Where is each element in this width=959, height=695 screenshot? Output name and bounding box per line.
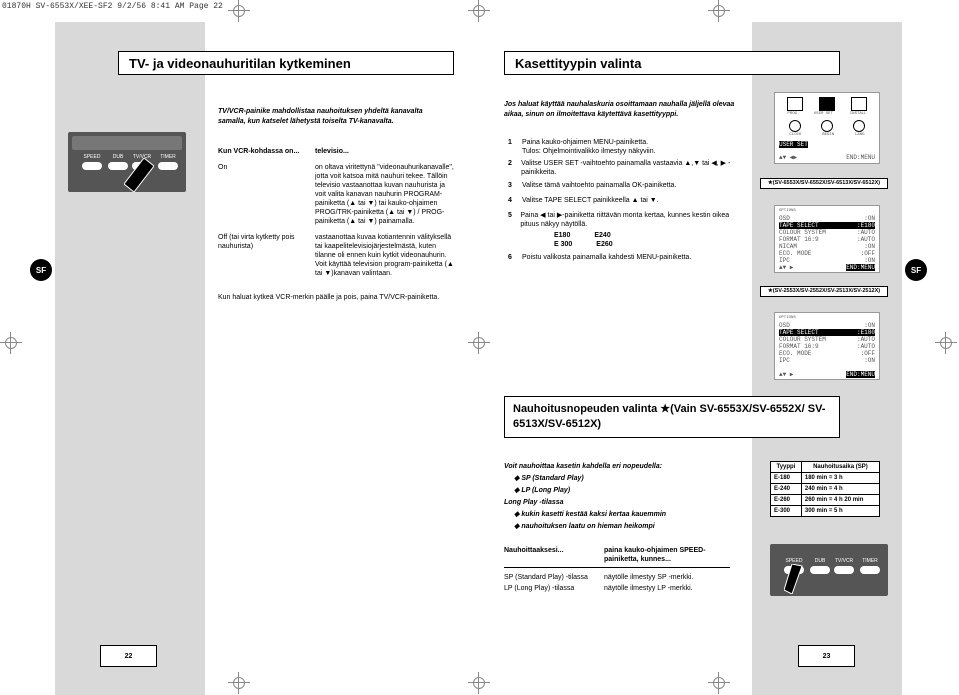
step-number: 4 (508, 197, 512, 204)
registration-mark-icon (468, 0, 490, 22)
col-header-vcr: Kun VCR-kohdassa on... (218, 148, 300, 155)
osd-value: :AUTO (856, 229, 875, 236)
prog-icon (787, 97, 803, 111)
lp-item: kukin kasetti kestää kaksi kertaa kauemmin (521, 511, 667, 518)
col-header-tv: televisio... (315, 148, 349, 155)
remote-label: DUB (112, 154, 124, 160)
tape-option: E180 (554, 232, 571, 239)
osd-label: IPC (779, 257, 790, 264)
registration-mark-icon (708, 0, 730, 22)
right-page-title: Kasettityypin valinta (504, 51, 840, 75)
nav-arrows-icon: ▲▼ ▶ (779, 264, 794, 271)
section2-title (504, 396, 840, 438)
registration-mark-icon (708, 672, 730, 694)
sp-label: SP (Standard Play) -tilassa (504, 574, 588, 581)
clock-icon (789, 120, 801, 132)
bullet-icon: ◆ (514, 487, 522, 494)
lp-label: LP (Long Play) -tilassa (504, 585, 575, 592)
remote-label: SPEED (83, 154, 101, 160)
menu-status: USER SET (779, 141, 808, 148)
install-icon (851, 97, 867, 111)
menu-icon-label: INSTALL (849, 112, 867, 116)
osd-label: TAPE SELECT (779, 329, 819, 336)
bullet-icon: ◆ (514, 523, 522, 530)
step-result: Tulos: Ohjelmointivalikko ilmestyy näkyviin. (522, 148, 656, 155)
print-header: 01870H SV-6553X/XEE-SF2 9/2/56 8:41 AM Page 22 (2, 2, 223, 11)
menu-icon-label: USER SET (813, 112, 833, 116)
remote-button (810, 566, 830, 574)
options-screen-1 (774, 205, 880, 273)
remote-label: TIMER (160, 154, 176, 160)
row-on-label: On (218, 164, 228, 171)
step-number: 3 (508, 182, 512, 189)
registration-mark-icon (0, 332, 22, 354)
table-row: E-240 240 min = 4 h (771, 484, 880, 495)
lp-result: näytölle ilmestyy LP -merkki. (604, 585, 693, 592)
speed-intro: Voit nauhoittaa kasetin kahdella eri nopeudella: (504, 463, 663, 470)
osd-value: :AUTO (856, 336, 875, 343)
step-number: 5 (508, 212, 512, 219)
osd-value: :ON (864, 215, 875, 222)
table-row: E-300 300 min = 5 h (771, 506, 880, 517)
registration-mark-icon (228, 672, 250, 694)
remote-control-illustration (770, 544, 888, 596)
table-row: E-260 260 min = 4 h 20 min (771, 495, 880, 506)
options-screen-2 (774, 312, 880, 380)
registration-mark-icon (935, 332, 957, 354)
osd-value: :E180 (856, 222, 875, 229)
osd-label: FORMAT 16:9 (779, 343, 819, 350)
osd-value: :OFF (860, 250, 875, 257)
remote-label: TIMER (862, 558, 878, 564)
registration-mark-icon (468, 672, 490, 694)
menu-screen (774, 92, 880, 164)
step-number: 1 (508, 139, 512, 146)
osd-value: :E180 (856, 329, 875, 336)
page-number: 22 (100, 645, 157, 667)
tape-option: E240 (594, 232, 611, 239)
sp-result: näytölle ilmestyy SP -merkki. (604, 574, 694, 581)
remote-button (860, 566, 880, 574)
step-number: 6 (508, 254, 512, 261)
tape-options (554, 231, 740, 249)
speed-item: LP (Long Play) (521, 487, 571, 494)
osd-value: :ON (864, 357, 875, 364)
step-text: Valitse USER SET -vaihtoehto painamalla vastaavia ▲,▼ tai ◀, ▶ -painikkeita. (521, 160, 731, 176)
osd-value: :ON (864, 257, 875, 264)
remote-button (158, 162, 178, 170)
step-text: Valitse tämä vaihtoehto painamalla OK-painiketta. (522, 182, 677, 189)
osd-end: END:MENU (846, 371, 875, 378)
row-off-text: vastaanottaa kuvaa kotiantennin välityksellä tai kaapelitelevisiojärjestelmästä, kuten tilanne oli ennen kuin kytkit videonauhurin. Voit käyttää television program-painiketta (▲ tai ▼)kanavan valintaan. (315, 234, 454, 277)
pointer-arrow-icon (784, 564, 810, 594)
osd-value: :AUTO (856, 236, 875, 243)
menu-icon-label: BEGIN (822, 133, 835, 137)
left-intro: TV/VCR-painike mahdollistaa nauhoituksen yhdeltä kanavalta samalla, kun katselet lähetystä toiselta TV-kanavalta. (218, 108, 423, 125)
remote-label: TV/VCR (132, 154, 152, 160)
osd-label: ECO. MODE (779, 350, 812, 357)
step-text: Poistu valikosta painamalla kahdesti MENU-painiketta. (522, 254, 692, 261)
osd-label: ECO. MODE (779, 250, 812, 257)
bullet-icon: ◆ (514, 475, 522, 482)
language-badge: SF (905, 259, 927, 281)
row-on-text: on oltava viritettynä "videonauhurikanavalle", jotta voit katsoa mitä nauhuri tekee. Tällöin televisio vastaanottaa kuvan nauhurista ja voit valita kanavan nauhurin PROGRAM-painiketta (▲ tai ▼) tai kauko-ohjaimen PROG/TRK-painiketta (▲ tai ▼) / PROG-painiketta (▲ tai ▼) painamalla. (315, 164, 454, 225)
menu-end: END:MENU (846, 154, 875, 161)
begin-icon (821, 120, 833, 132)
tape-option: E260 (596, 241, 613, 248)
osd-value: :ON (864, 243, 875, 250)
speed-info (504, 461, 734, 533)
user-set-icon (819, 97, 835, 111)
remote-label: DUB (814, 558, 826, 564)
osd-value: :AUTO (856, 343, 875, 350)
right-intro: Jos haluat käyttää nauhalaskuria osoittamaan nauhalla jäljellä olevaa aikaa, sinun on ilmoitettava käytettävä kasettityyppi. (504, 101, 735, 118)
menu-icon-label: PROG (787, 112, 797, 116)
lang-icon (853, 120, 865, 132)
nav-arrows-icon: ▲▼ ◀▶ (779, 154, 798, 161)
osd-label: OSD (779, 215, 790, 222)
table-header: Tyyppi (771, 462, 802, 473)
remote-control-illustration (68, 132, 186, 192)
step-text: Paina kauko-ohjaimen MENU-painiketta. (522, 139, 649, 146)
language-badge: SF (30, 259, 52, 281)
osd-label: FORMAT 16:9 (779, 236, 819, 243)
remote-button (82, 162, 102, 170)
step-text: Paina ◀ tai ▶-painiketta riittävän monta kertaa, kunnes kestin oikea pituus näkyy näytöllä. (520, 212, 730, 228)
model-bar-1: ★(SV-6553X/SV-6552X/SV-6513X/SV-6512X) (760, 178, 888, 189)
osd-end: END:MENU (846, 264, 875, 271)
table-header: Nauhoitusaika (SP) (801, 462, 879, 473)
page-number: 23 (798, 645, 855, 667)
step-text: Valitse TAPE SELECT painikkeella ▲ tai ▼. (522, 197, 659, 204)
osd-title: OPTIONS (779, 316, 796, 320)
registration-mark-icon (468, 332, 490, 354)
left-footer-note: Kun haluat kytkeä VCR-merkin päälle ja pois, paina TV/VCR-painiketta. (218, 294, 440, 301)
record-separator (504, 567, 730, 568)
osd-label: COLOUR SYSTEM (779, 336, 826, 343)
menu-icon-label: CLOCK (789, 133, 802, 137)
step-number: 2 (508, 160, 512, 167)
osd-value: :ON (864, 322, 875, 329)
tape-option: E 300 (554, 241, 573, 248)
record-action: paina kauko-ohjaimen SPEED-painiketta, kunnes... (604, 547, 706, 563)
table-row: E-180 180 min = 3 h (771, 473, 880, 484)
registration-mark-icon (228, 0, 250, 22)
osd-label: OSD (779, 322, 790, 329)
row-off-label: Off (tai virta kytketty pois nauhurista) (218, 234, 295, 250)
nav-arrows-icon: ▲▼ ▶ (779, 371, 794, 378)
lp-heading: Long Play -tilassa (504, 499, 564, 506)
lp-item: nauhoituksen laatu on hieman heikompi (521, 523, 655, 530)
remote-button (834, 566, 854, 574)
osd-value: :OFF (860, 350, 875, 357)
tape-time-table (770, 461, 880, 517)
osd-title: OPTIONS (779, 209, 796, 213)
osd-label: TAPE SELECT (779, 222, 819, 229)
section2-title-text: Nauhoitusnopeuden valinta ★(Vain SV-6553X/SV-6552X/ SV-6513X/SV-6512X) (513, 403, 826, 430)
osd-label: NICAM (779, 243, 798, 250)
menu-icon-label: LANG (854, 133, 865, 137)
steps-list (508, 138, 740, 262)
left-page-title: TV- ja videonauhuritilan kytkeminen (118, 51, 454, 75)
pointer-arrow-icon (124, 158, 154, 192)
record-label: Nauhoittaaksesi... (504, 547, 564, 554)
osd-label: COLOUR SYSTEM (779, 229, 826, 236)
bullet-icon: ◆ (514, 511, 522, 518)
remote-label: TV/VCR (834, 558, 854, 564)
model-bar-2: ★(SV-2553X/SV-2552X/SV-2513X/SV-2512X) (760, 286, 888, 297)
remote-label: SPEED (785, 558, 803, 564)
speed-item: SP (Standard Play) (521, 475, 584, 482)
osd-label: IPC (779, 357, 790, 364)
